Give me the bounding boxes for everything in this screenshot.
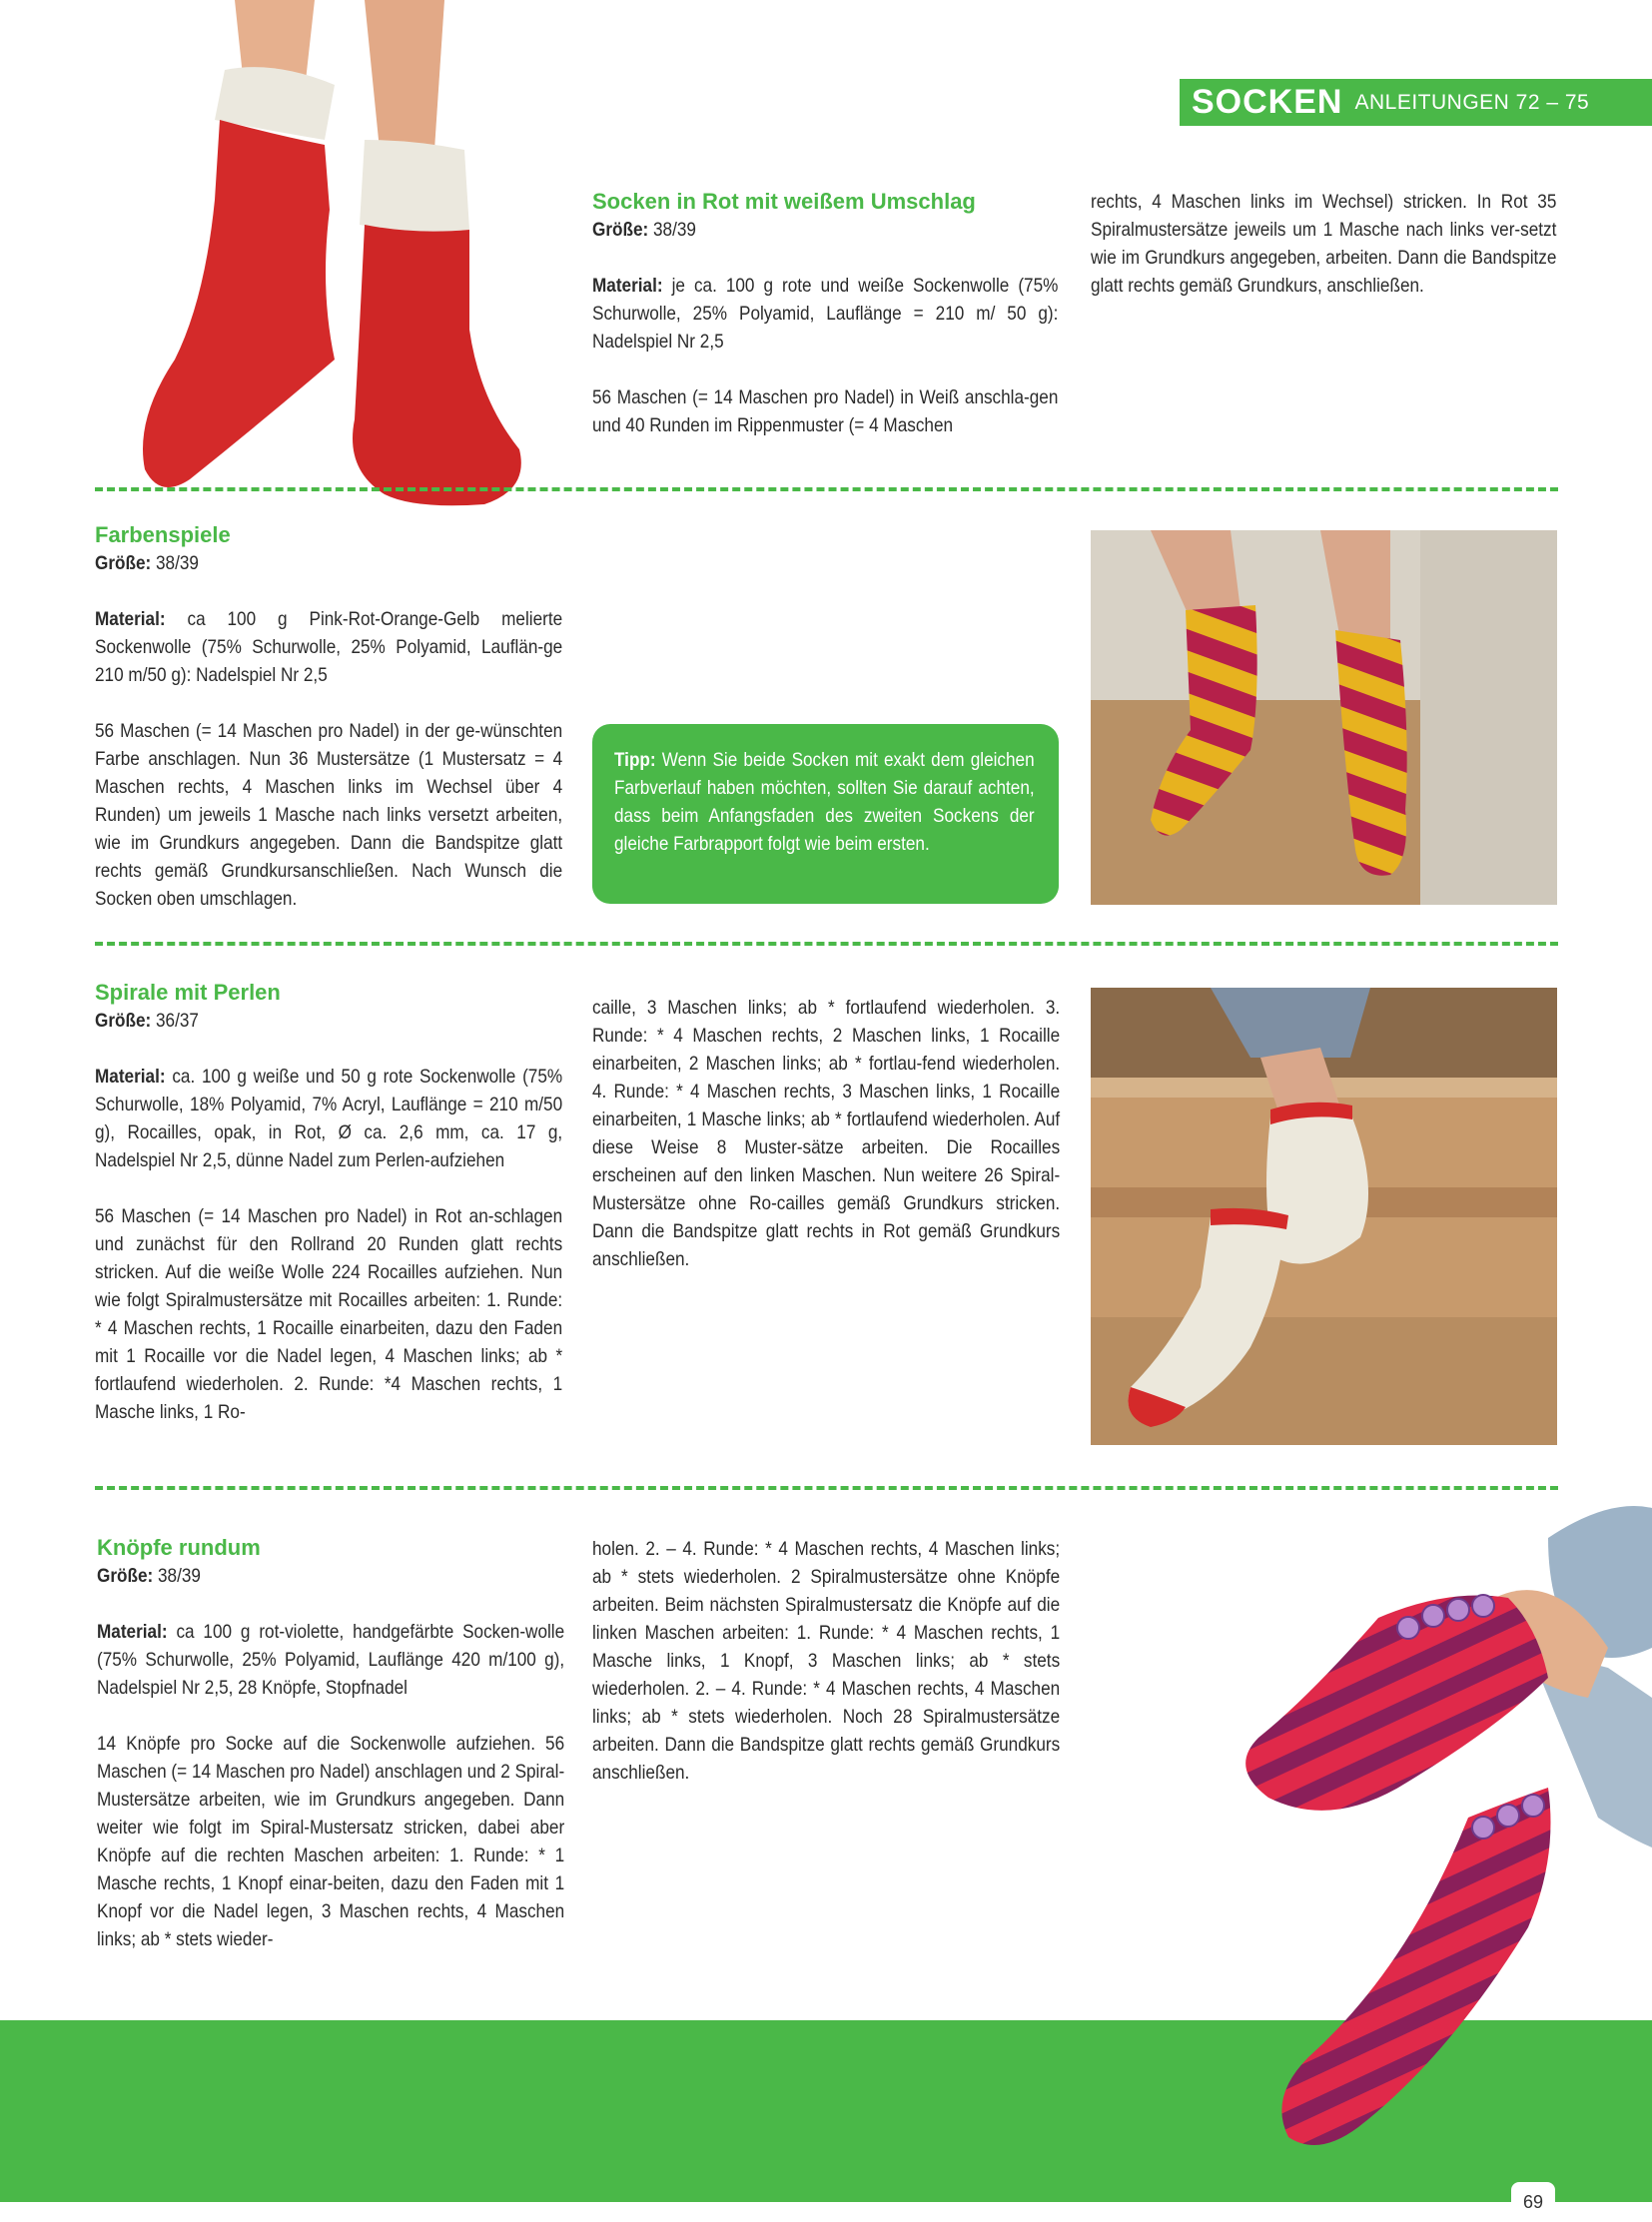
material-text: je ca. 100 g rote und weiße Sockenwolle (75% Schurwolle, 25% Polyamid, Lauflänge = 210 m/ 50 g): Nadelspiel Nr 2,5 [592,275,1059,353]
section-body-farbenspiele [95,549,562,941]
instructions-text: 14 Knöpfe pro Socke auf die Sockenwolle aufziehen. 56 Maschen (= 14 Maschen pro Nadel) anschlagen und 2 Spiral-Mustersätze arbeiten, wie im Grundkurs angegeben. Dann weiter wie folgt im Spiral-Mustersatz stricken, dabei aber Knöpfe auf die rechten Maschen arbeiten: 1. Runde: * 1 Masche rechts, 1 Knopf einar-beiten, dazu den Faden mit 1 Knopf vor die Nadel legen, 3 Maschen rechts, 4 Maschen links; ab * stets wieder- [97,1733,565,1950]
material-label: Material: [95,1066,166,1088]
instructions-continued-spirale-perlen: caille, 3 Maschen links; ab * fortlaufend wiederholen. 3. Runde: * 4 Maschen rechts, 2 Maschen links, 1 Rocaille einarbeiten, 2 Maschen links; ab * fortlau-fend wiederholen. 4. Runde: * 4 Maschen rechts, 3 Maschen links, 1 Rocaille einarbeiten, 1 Masche links; ab * fortlaufend wiederholen. Auf diese Weise 8 Muster-sätze arbeiten. Die Rocailles erscheinen auf den linken Maschen. Nun weitere 26 Spiral-Mustersätze ohne Ro-cailles gemäß Grundkurs stricken. Dann die Bandspitze glatt rechts in Rot gemäß Grundkurs anschließen. [592,997,1061,1270]
section-title-red-socks: Socken in Rot mit weißem Umschlag [592,189,976,214]
material-text: ca 100 g Pink-Rot-Orange-Gelb melierte Sockenwolle (75% Schurwolle, 25% Polyamid, Lauflän-ge 210 m/50 g): Nadelspiel Nr 2,5 [95,608,563,686]
size-label: Größe: [592,219,649,241]
section-body-spirale-perlen [95,1007,562,1454]
photo-red-socks-white-cuff [85,0,564,529]
photo-button-socks [1109,1498,1652,2202]
section-subtitle: ANLEITUNGEN 72 – 75 [1354,90,1590,114]
section-header [1180,79,1652,126]
section-body-knoepfe-rundum [97,1562,564,1981]
material-text: ca 100 g rot-violette, handgefärbte Socken-wolle (75% Schurwolle, 25% Polyamid, Lauflänge 420 m/100 g), Nadelspiel Nr 2,5, 28 Knöpfe, Stopfnadel [97,1621,565,1699]
section-body-red-socks [592,216,1058,467]
size-value: 36/37 [151,1010,199,1032]
instructions-text: 56 Maschen (= 14 Maschen pro Nadel) in der ge-wünschten Farbe anschlagen. Nun 36 Mustersätze (1 Mustersatz = 4 Maschen rechts, 4 Maschen links im Wechsel über 4 Runden) um jeweils 1 Masche nach links versetzt arbeiten, wie im Grundkurs angegeben. Dann die Bandspitze glatt rechts gemäß Grundkursanschließen. Nach Wunsch die Socken oben umschlagen. [95,720,563,910]
dashed-divider [95,942,1558,946]
section-title: SOCKEN [1192,83,1343,121]
tip-body: Wenn Sie beide Socken mit exakt dem gleichen Farbverlauf haben möchten, sollten Sie darauf achten, dass beim Anfangsfaden des zweiten Sockens der gleiche Farbrapport folgt wie beim ersten. [614,749,1035,855]
section-title-spirale-perlen: Spirale mit Perlen [95,980,281,1005]
section-title-knoepfe-rundum: Knöpfe rundum [97,1535,261,1560]
material-label: Material: [592,275,663,297]
page-number: 69 [1511,2182,1555,2222]
tip-label: Tipp: [614,749,656,771]
instructions-continued-red-socks: rechts, 4 Maschen links im Wechsel) stricken. In Rot 35 Spiralmustersätze jeweils um 1 Masche nach links ver-setzt wie im Grundkurs angegeben, arbeiten. Dann die Bandspitze glatt rechts gemäß Grundkurs, anschließen. [1091,191,1557,297]
material-label: Material: [97,1621,168,1643]
photo-striped-socks [1091,530,1557,905]
photo-white-socks-red-trim [1091,988,1557,1445]
tip-text [614,746,1035,858]
page-number-box [1511,2182,1555,2222]
size-value: 38/39 [151,552,199,574]
dashed-divider [95,1486,1558,1490]
instructions-continued-knoepfe-rundum: holen. 2. – 4. Runde: * 4 Maschen rechts, 4 Maschen links; ab * stets wiederholen. 2 Spiralmustersätze ohne Knöpfe arbeiten. Beim nächsten Spiralmustersatz die Knöpfe auf die linken Maschen arbeiten: 1. Runde: * 4 Maschen rechts, 1 Masche links, 1 Knopf, 3 Maschen links; ab * stets wiederholen. 2. – 4. Runde: * 4 Maschen rechts, 4 Maschen links; ab * stets wiederholen. Noch 28 Spiralmustersätze arbeiten. Dann die Bandspitze glatt rechts gemäß Grundkurs anschließen. [592,1538,1061,1784]
size-label: Größe: [97,1565,154,1587]
size-value: 38/39 [153,1565,201,1587]
size-label: Größe: [95,1010,152,1032]
section-title-farbenspiele: Farbenspiele [95,522,231,547]
size-value: 38/39 [648,219,696,241]
tip-box [592,724,1059,904]
dashed-divider [95,487,1558,491]
size-label: Größe: [95,552,152,574]
material-text: ca. 100 g weiße und 50 g rote Sockenwolle (75% Schurwolle, 18% Polyamid, 7% Acryl, Lauflänge = 210 m/50 g), Rocailles, opak, in Rot, Ø ca. 2,6 mm, ca. 17 g, Nadelspiel Nr 2,5, dünne Nadel zum Perlen-aufziehen [95,1066,563,1171]
material-label: Material: [95,608,166,630]
instructions-text: 56 Maschen (= 14 Maschen pro Nadel) in Weiß anschla-gen und 40 Runden im Rippenmuster (= 4 Maschen [592,386,1059,436]
instructions-text: 56 Maschen (= 14 Maschen pro Nadel) in Rot an-schlagen und zunächst für den Rollrand 20 Runden glatt rechts stricken. Auf die weiße Wolle 224 Rocailles aufziehen. Nun wie folgt Spiralmustersätze mit Rocailles arbeiten: 1. Runde: * 4 Maschen rechts, 1 Rocaille einarbeiten, dazu den Faden mit 1 Rocaille vor die Nadel legen, 4 Maschen links; ab * fortlaufend wiederholen. 2. Runde: *4 Maschen rechts, 1 Masche links, 1 Ro- [95,1205,563,1423]
